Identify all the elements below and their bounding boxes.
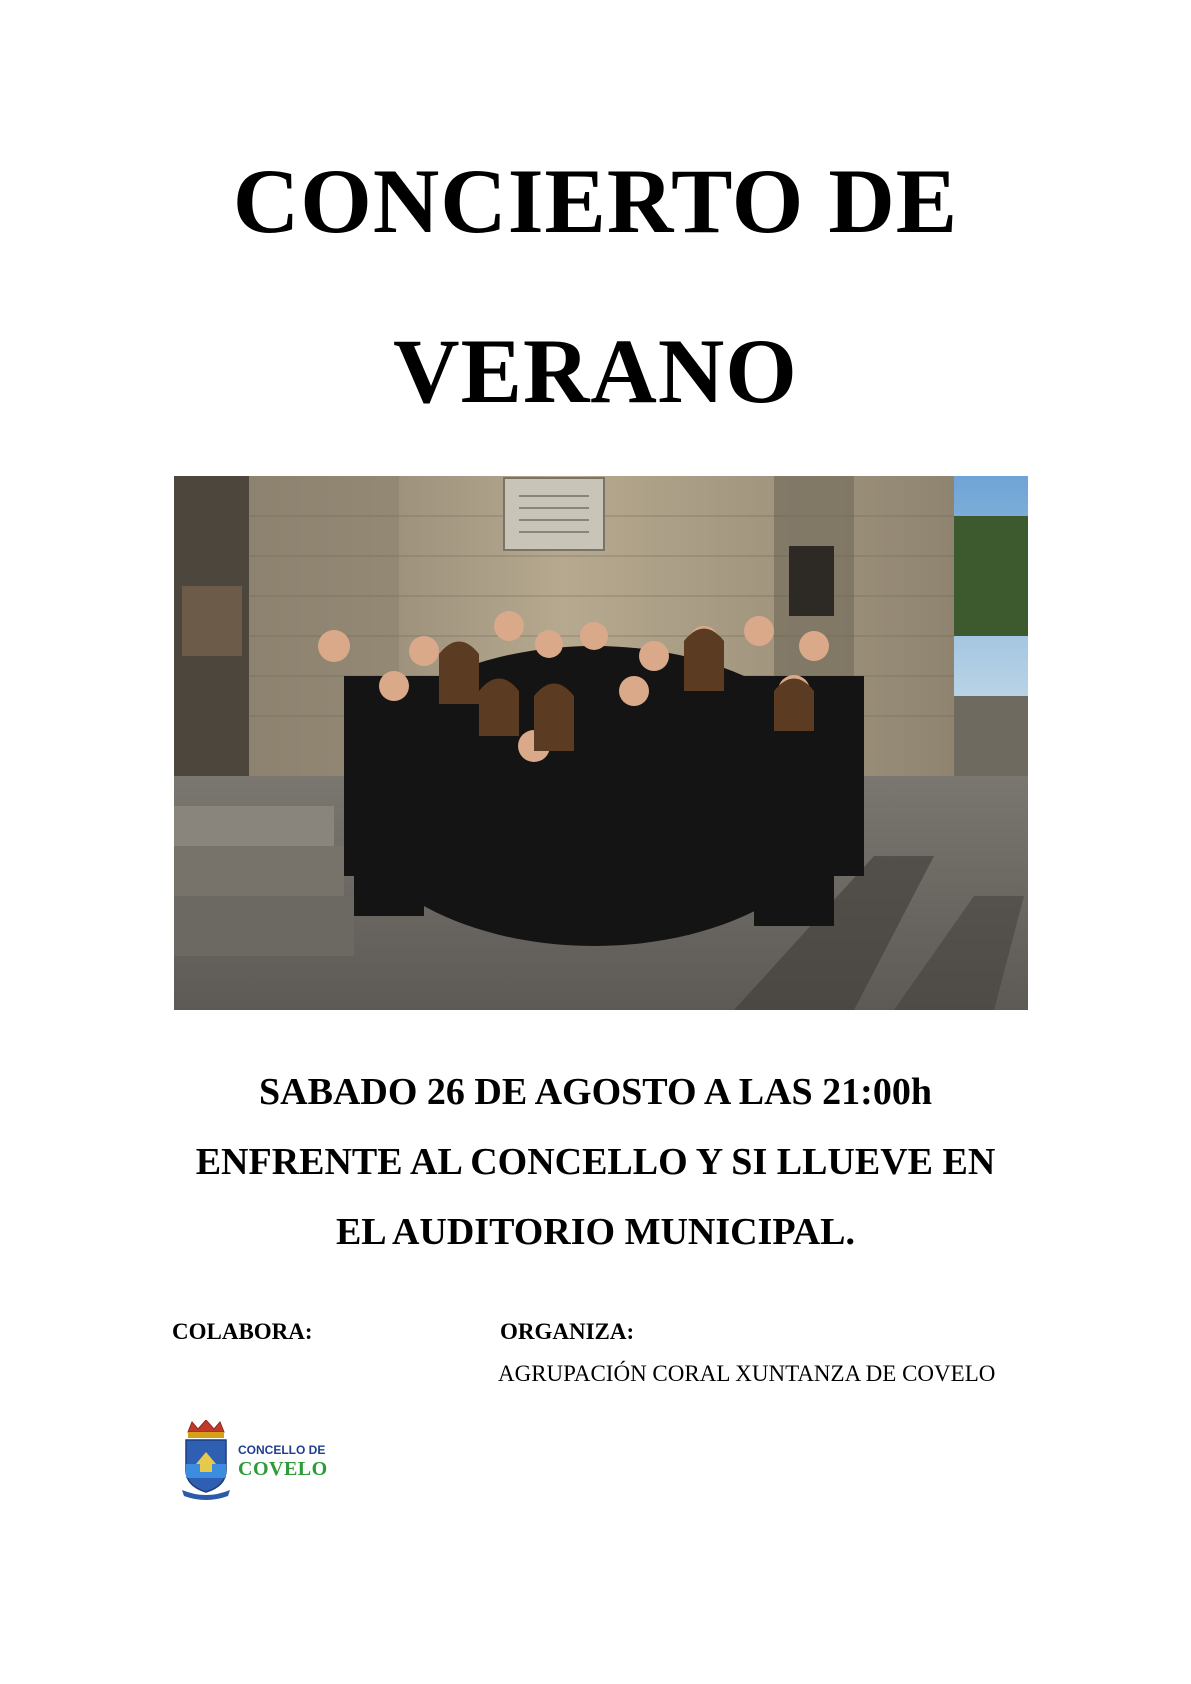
event-location-line-2: EL AUDITORIO MUNICIPAL. bbox=[335, 1211, 856, 1253]
event-location-line-1: ENFRENTE AL CONCELLO Y SI LLUEVE EN bbox=[195, 1141, 996, 1183]
poster-title-line-1: CONCIERTO DE bbox=[232, 150, 959, 252]
logo-line-2: COVELO bbox=[238, 1458, 328, 1480]
colabora-label: COLABORA: bbox=[172, 1319, 313, 1344]
organiza-label: ORGANIZA: bbox=[500, 1319, 635, 1344]
concello-covelo-logo bbox=[178, 1420, 338, 1500]
choir-group-photo bbox=[174, 476, 1028, 1010]
coat-of-arms-icon bbox=[178, 1420, 234, 1500]
poster-title-line-2: VERANO bbox=[393, 320, 798, 422]
logo-line-1: CONCELLO DE bbox=[238, 1443, 326, 1457]
event-date-time: SABADO 26 DE AGOSTO A LAS 21:00h bbox=[259, 1071, 932, 1113]
organiza-value: AGRUPACIÓN CORAL XUNTANZA DE COVELO bbox=[498, 1361, 996, 1386]
